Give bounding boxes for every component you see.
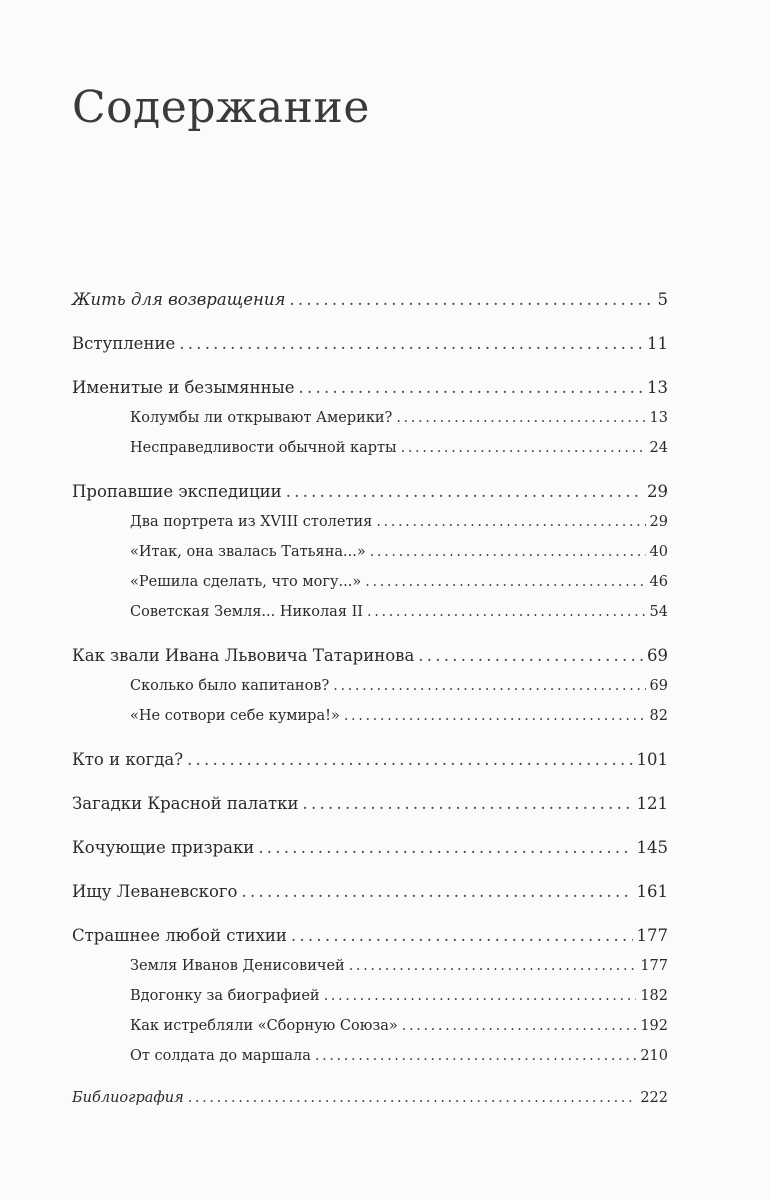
dot-leader: [333, 678, 645, 694]
toc-page-number: 5: [657, 290, 668, 309]
dot-leader: [315, 1048, 636, 1064]
toc-page-number: 24: [649, 440, 668, 456]
toc-page-number: 222: [640, 1090, 668, 1106]
toc-section: [72, 1048, 668, 1070]
toc-entry-title: Советская Земля... Николая II: [130, 604, 364, 620]
dot-leader: [396, 410, 645, 426]
dot-leader: [344, 708, 646, 724]
dot-leader: [376, 514, 645, 530]
toc-entry-title: Пропавшие экспедиции: [72, 482, 282, 501]
toc-entry-title: «Итак, она звалась Татьяна...»: [130, 544, 366, 560]
toc-page-number: 177: [636, 926, 668, 945]
toc-chapter: [72, 926, 668, 950]
dot-leader: [241, 882, 632, 901]
toc-page-number: 13: [649, 410, 668, 426]
toc-entry-title: Как звали Ивана Львовича Татаринова: [72, 646, 415, 665]
toc-chapter: [72, 646, 668, 670]
toc-page-number: 11: [647, 334, 668, 353]
dot-leader: [365, 574, 645, 590]
toc-section: [72, 410, 668, 432]
toc-entry-title: Земля Иванов Денисовичей: [130, 958, 345, 974]
dot-leader: [289, 290, 653, 309]
toc-page-number: 13: [647, 378, 668, 397]
toc-section: [72, 708, 668, 730]
toc-chapter: [72, 838, 668, 862]
toc-entry-title: Несправедливости обычной карты: [130, 440, 397, 456]
toc-section: [72, 544, 668, 566]
toc-page-number: 29: [649, 514, 668, 530]
dot-leader: [187, 750, 632, 769]
dot-leader: [291, 926, 633, 945]
toc-chapter: [72, 794, 668, 818]
toc-page-number: 69: [649, 678, 668, 694]
toc-chapter: [72, 482, 668, 506]
toc-chapter: [72, 378, 668, 402]
dot-leader: [402, 1018, 637, 1034]
toc-section: [72, 958, 668, 980]
dot-leader: [418, 646, 643, 665]
toc-entry-title: Библиография: [72, 1090, 184, 1106]
toc-section: [72, 440, 668, 462]
dot-leader: [298, 378, 643, 397]
table-of-contents: [72, 290, 668, 1114]
toc-page-number: 210: [640, 1048, 668, 1064]
toc-page-number: 192: [640, 1018, 668, 1034]
toc-entry-title: Жить для возвращения: [72, 290, 286, 309]
toc-entry-title: Сколько было капитанов?: [130, 678, 330, 694]
dot-leader: [286, 482, 643, 501]
toc-section: [72, 1018, 668, 1040]
toc-entry-title: «Решила сделать, что могу...»: [130, 574, 362, 590]
toc-page-number: 101: [636, 750, 668, 769]
toc-page-number: 29: [647, 482, 668, 501]
toc-chapter: [72, 882, 668, 906]
toc-section: [72, 574, 668, 596]
dot-leader: [179, 334, 643, 353]
toc-page-number: 177: [640, 958, 668, 974]
toc-page-number: 69: [647, 646, 668, 665]
toc-entry-title: «Не сотвори себе кумира!»: [130, 708, 340, 724]
toc-entry-title: Вдогонку за биографией: [130, 988, 320, 1004]
toc-page-number: 46: [649, 574, 668, 590]
dot-leader: [188, 1090, 637, 1106]
toc-entry-title: Именитые и безымянные: [72, 378, 295, 397]
toc-entry-title: Как истребляли «Сборную Союза»: [130, 1018, 398, 1034]
toc-page-number: 145: [636, 838, 668, 857]
toc-chapter: [72, 1090, 668, 1114]
toc-chapter: [72, 334, 668, 358]
toc-entry-title: Колумбы ли открывают Америки?: [130, 410, 393, 426]
toc-entry-title: Кочующие призраки: [72, 838, 255, 857]
toc-section: [72, 678, 668, 700]
toc-page-number: 54: [649, 604, 668, 620]
dot-leader: [401, 440, 646, 456]
toc-page-number: 40: [649, 544, 668, 560]
toc-page-number: 161: [636, 882, 668, 901]
toc-entry-title: Кто и когда?: [72, 750, 184, 769]
toc-entry-title: Загадки Красной палатки: [72, 794, 299, 813]
toc-entry-title: От солдата до маршала: [130, 1048, 311, 1064]
dot-leader: [367, 604, 646, 620]
toc-page-number: 82: [649, 708, 668, 724]
dot-leader: [258, 838, 632, 857]
toc-section: [72, 988, 668, 1010]
toc-entry-title: Страшнее любой стихии: [72, 926, 287, 945]
toc-entry-title: Два портрета из XVIII столетия: [130, 514, 373, 530]
toc-chapter: [72, 290, 668, 314]
toc-chapter: [72, 750, 668, 774]
dot-leader: [349, 958, 637, 974]
dot-leader: [303, 794, 633, 813]
toc-entry-title: Ищу Леваневского: [72, 882, 238, 901]
dot-leader: [370, 544, 646, 560]
toc-section: [72, 514, 668, 536]
toc-entry-title: Вступление: [72, 334, 176, 353]
page-title: Содержание: [72, 82, 370, 133]
toc-page-number: 182: [640, 988, 668, 1004]
toc-page-number: 121: [636, 794, 668, 813]
toc-section: [72, 604, 668, 626]
dot-leader: [324, 988, 637, 1004]
